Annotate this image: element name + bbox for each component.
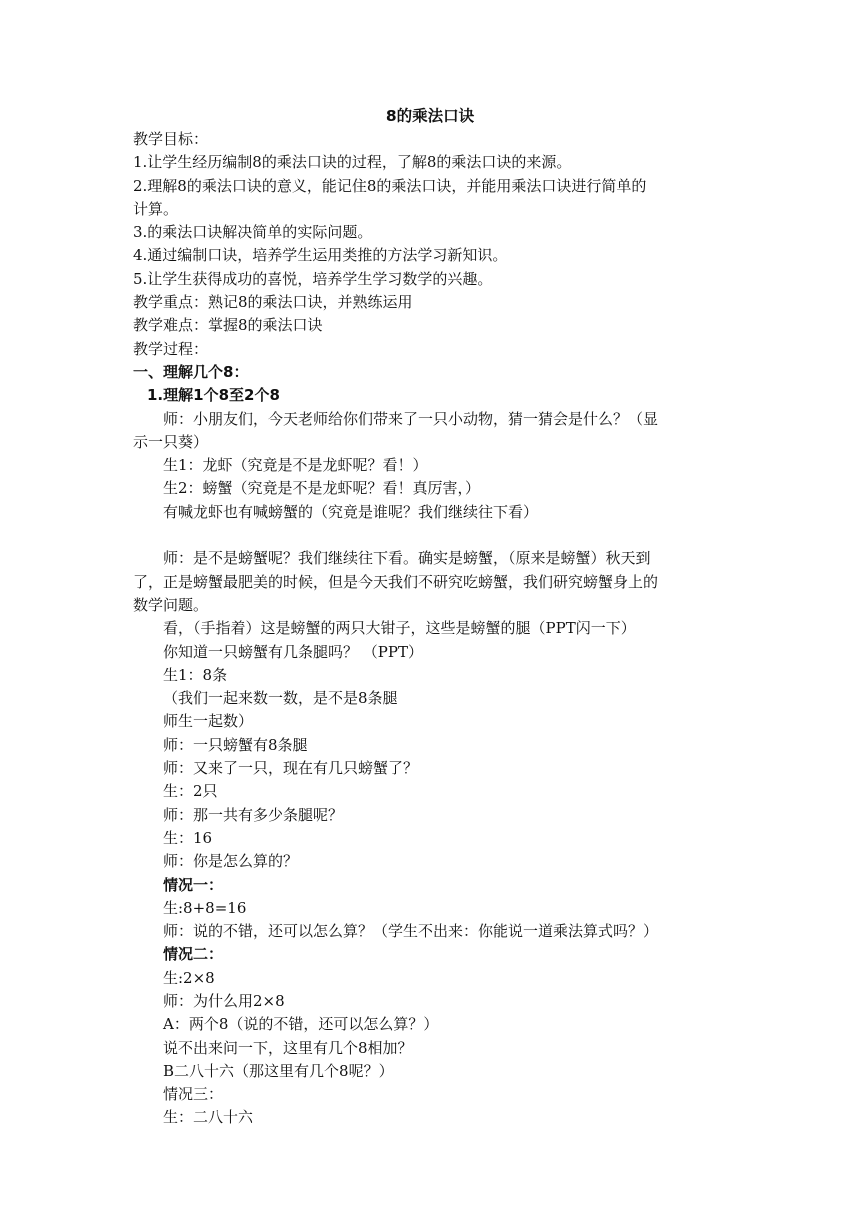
text-line: （我们一起来数一数，是不是8条腿 bbox=[163, 689, 398, 708]
text-line: 说不出来问一下，这里有几个8相加？ bbox=[163, 1038, 413, 1057]
subsection-heading: 1.理解1个8至2个8 bbox=[147, 386, 280, 405]
text-line: 师：那一共有多少条腿呢？ bbox=[163, 805, 344, 824]
text-line: 生：16 bbox=[163, 828, 213, 847]
text-line: 师生一起数） bbox=[163, 712, 254, 731]
section-heading: 一、理解几个8： bbox=[133, 362, 249, 381]
text-line: 生:8+8=16 bbox=[163, 898, 247, 917]
case-heading: 情况二： bbox=[163, 945, 224, 964]
text-line: 看，（手指着）这是螃蟹的两只大钳子，这些是螃蟹的腿（PPT闪一下） bbox=[163, 619, 636, 638]
text-line: 示一只葵） bbox=[133, 432, 209, 451]
case-heading: 情况一： bbox=[163, 875, 224, 894]
document-body bbox=[133, 128, 733, 1130]
text-line: 4.通过编制口诀，培养学生运用类推的方法学习新知识。 bbox=[133, 246, 508, 265]
text-line: 3.的乘法口诀解决简单的实际问题。 bbox=[133, 223, 373, 242]
text-line: 了，正是螃蟹最肥美的时候，但是今天我们不研究吃螃蟹，我们研究螃蟹身上的 bbox=[133, 572, 659, 591]
text-line: 计算。 bbox=[133, 199, 179, 218]
text-line: 师：小朋友们，今天老师给你们带来了一只小动物，猜一猜会是什么？（显 bbox=[163, 409, 659, 428]
text-line: 2.理解8的乘法口诀的意义，能记住8的乘法口诀，并能用乘法口诀进行简单的 bbox=[133, 176, 647, 195]
text-line: 师：又来了一只，现在有几只螃蟹了？ bbox=[163, 759, 419, 778]
text-line: 生:2×8 bbox=[163, 968, 215, 987]
text-line: 师：为什么用2×8 bbox=[163, 991, 285, 1010]
text-line: 教学过程： bbox=[133, 339, 209, 358]
document-title: 8的乘法口诀 bbox=[385, 107, 475, 125]
text-line: A：两个8（说的不错，还可以怎么算？） bbox=[163, 1015, 439, 1034]
text-line: 生1：龙虾（究竟是不是龙虾呢？看！） bbox=[163, 456, 428, 475]
text-line: 你知道一只螃蟹有几条腿吗？ （PPT） bbox=[163, 642, 423, 661]
text-line: 1.让学生经历编制8的乘法口诀的过程，了解8的乘法口诀的来源。 bbox=[133, 153, 572, 172]
text-line: 情况三： bbox=[163, 1085, 224, 1104]
text-line: 5.让学生获得成功的喜悦，培养学生学习数学的兴趣。 bbox=[133, 269, 493, 288]
text-line: 生1：8条 bbox=[163, 665, 228, 684]
text-line: 有喊龙虾也有喊螃蟹的（究竟是谁呢？我们继续往下看） bbox=[163, 502, 539, 521]
text-line: 教学目标： bbox=[133, 130, 209, 148]
text-line: 数学问题。 bbox=[133, 595, 209, 614]
text-line: 师：是不是螃蟹呢？我们继续往下看。确实是螃蟹，（原来是螃蟹）秋天到 bbox=[163, 549, 651, 568]
text-line: 师：你是怎么算的？ bbox=[163, 852, 299, 871]
text-line: 师：说的不错，还可以怎么算？（学生不出来：你能说一道乘法算式吗？） bbox=[163, 922, 659, 941]
text-line: 教学重点：熟记8的乘法口诀，并熟练运用 bbox=[133, 293, 413, 312]
text-line: 生2：螃蟹（究竟是不是龙虾呢？看！真厉害，） bbox=[163, 479, 481, 498]
text-line: 生：二八十六 bbox=[163, 1108, 254, 1127]
text-line: 教学难点：掌握8的乘法口诀 bbox=[133, 316, 323, 335]
text-line: 师：一只螃蟹有8条腿 bbox=[163, 735, 308, 754]
blank-line bbox=[133, 524, 733, 547]
text-line: B二八十六（那这里有几个8呢？） bbox=[163, 1061, 394, 1080]
text-line: 生：2只 bbox=[163, 782, 218, 801]
